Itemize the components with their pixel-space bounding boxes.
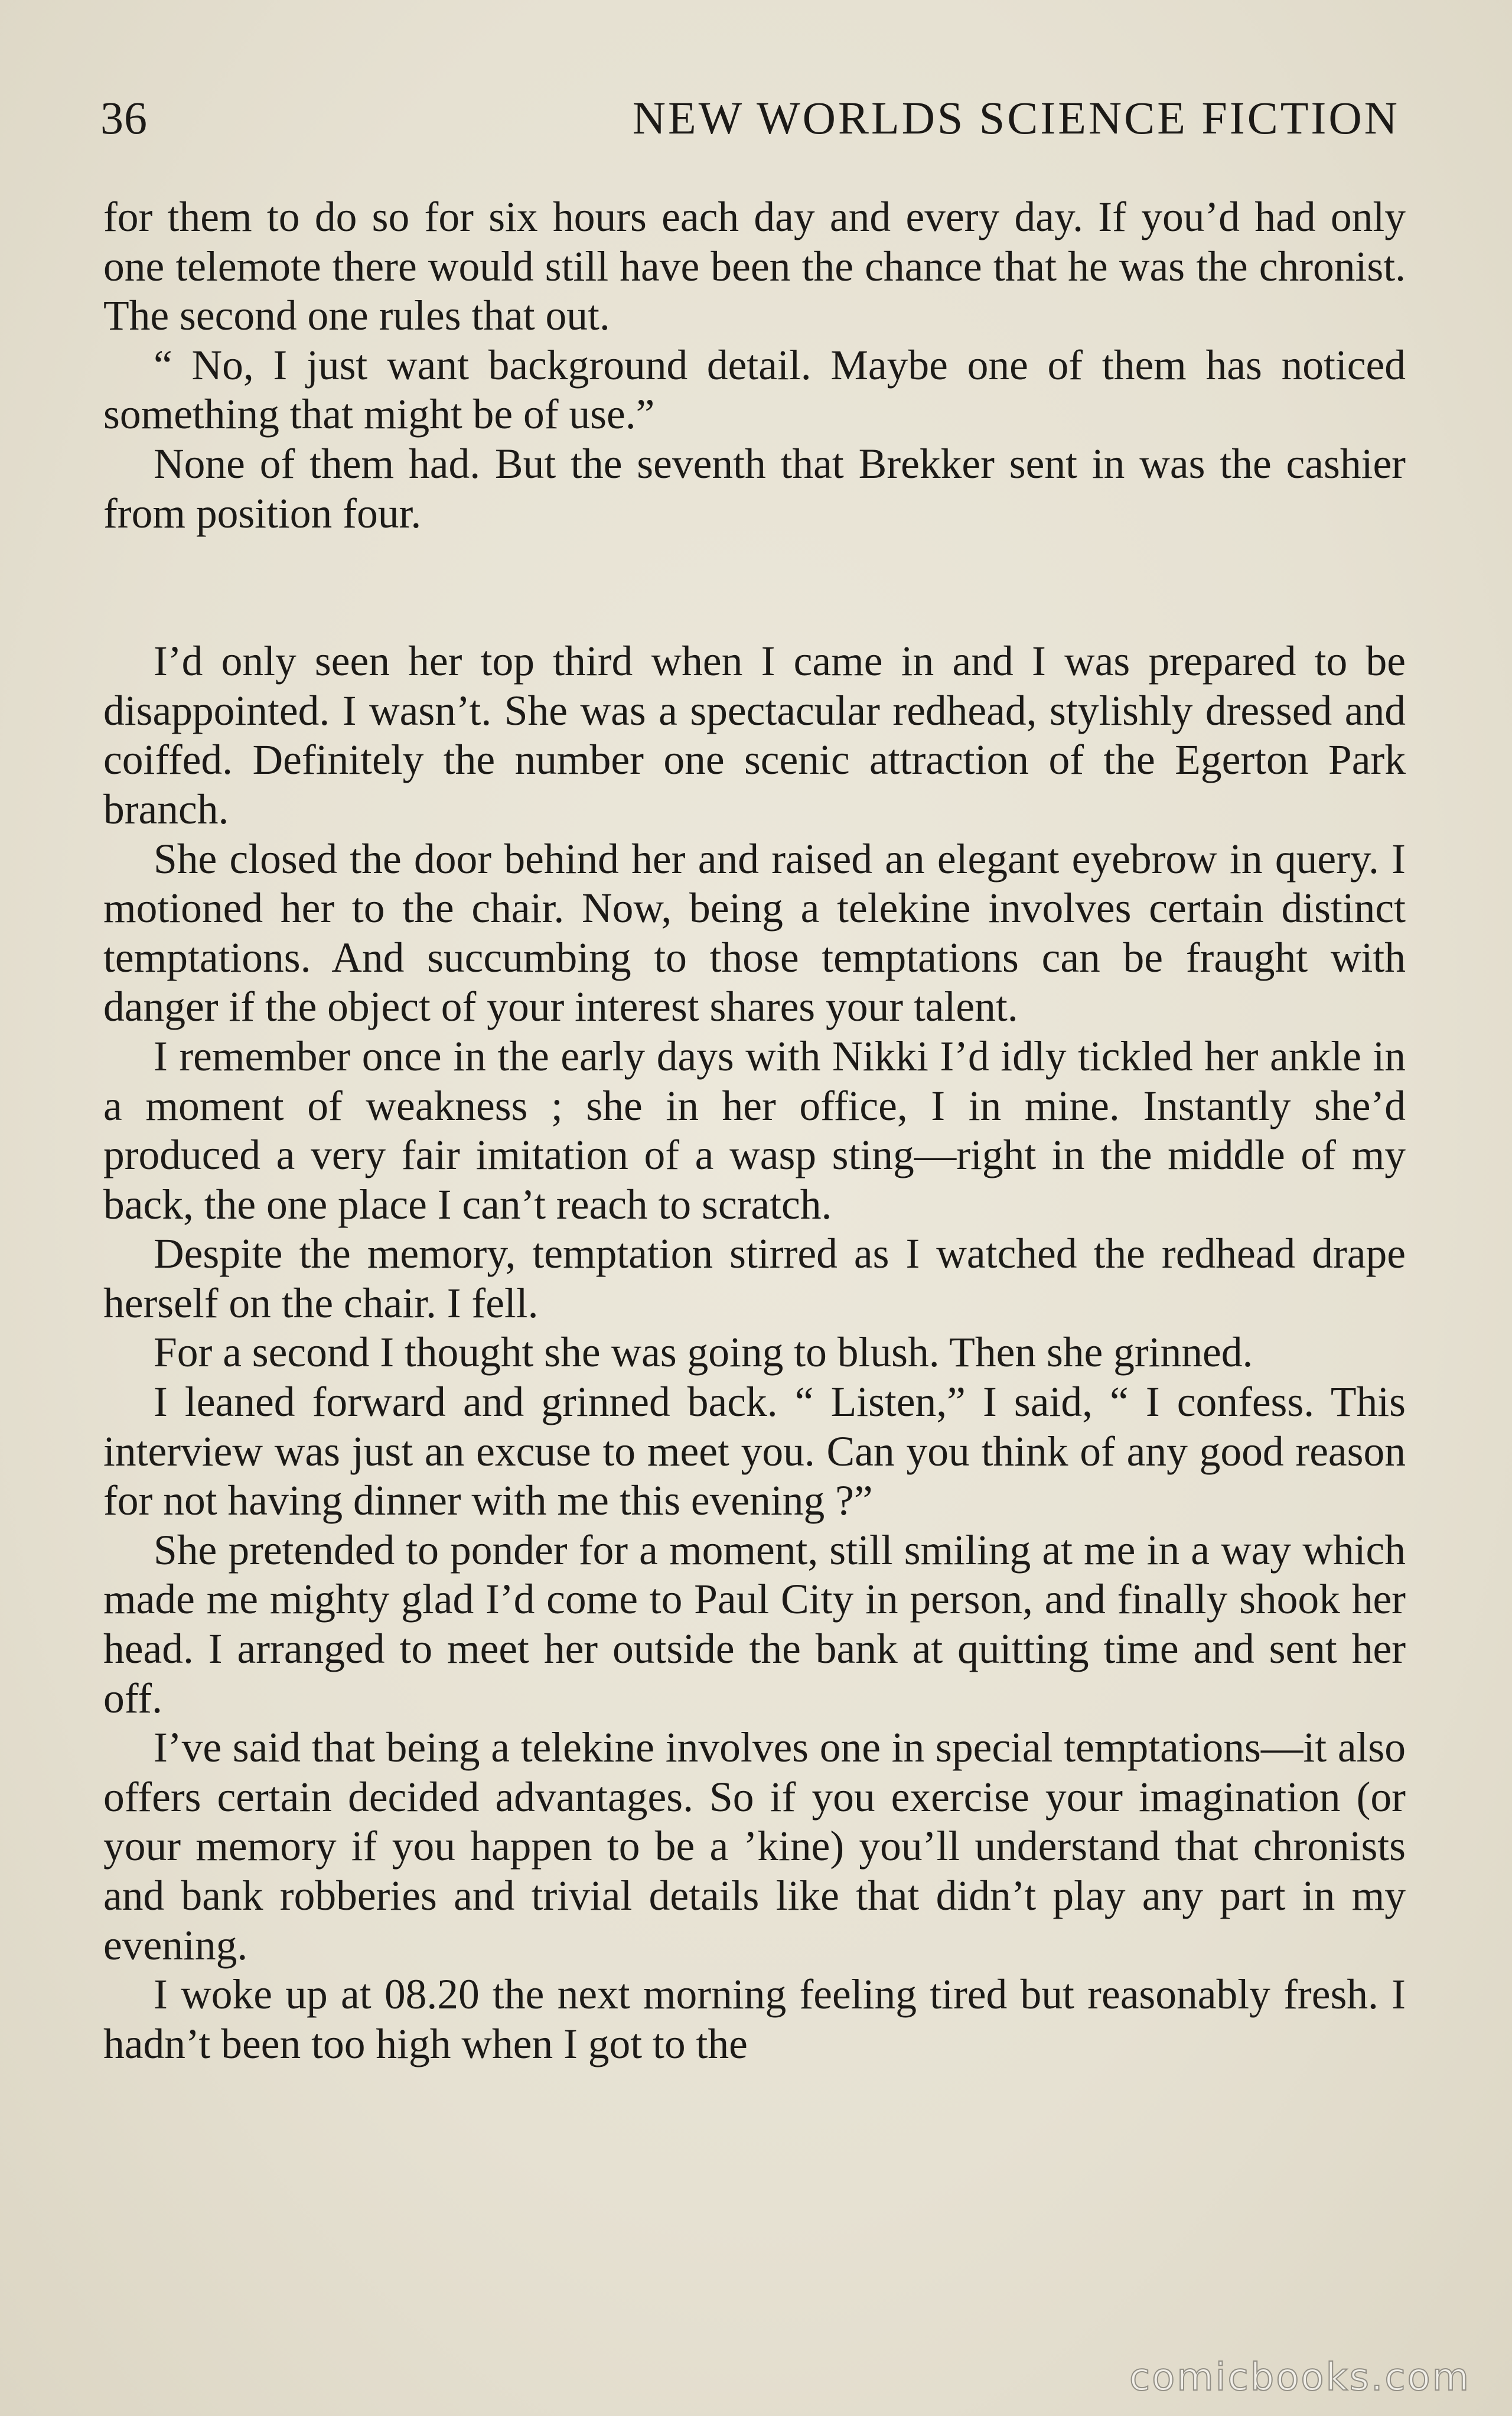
paragraph: I woke up at 08.20 the next morning feeling tired but reasonably fresh. I hadn’t been too high when I got to the <box>103 1971 1406 2067</box>
running-title: NEW WORLDS SCIENCE FICTION <box>632 92 1400 144</box>
watermark: comicbooks.com <box>1129 2356 1471 2399</box>
paragraph: I’ve said that being a telekine involves one in special temptations—it also offers certain decided advantages. So if you exercise your imagination (or your memory if you happen to be a ’kine) you’ll understand that chronists and bank robberies and trivial details like that didn’t play any part in my evening. <box>103 1724 1406 1969</box>
paragraph: She closed the door behind her and raised an elegant eyebrow in query. I motioned her to the chair. Now, being a telekine involves certain distinct temptations. And succumbing to those temptations can be fraught with danger if the object of your interest shares your talent. <box>103 835 1406 1031</box>
paragraph: for them to do so for six hours each day and every day. If you’d had only one telemote there would still have been the chance that he was the chronist. The second one rules that out. <box>103 194 1406 340</box>
paragraph: I leaned forward and grinned back. “ Listen,” I said, “ I confess. This interview was just an excuse to meet you. Can you think of any good reason for not having dinner with me this evening ?” <box>103 1379 1406 1525</box>
paragraph: Despite the memory, temptation stirred as I watched the redhead drape herself on the chair. I fell. <box>103 1230 1406 1327</box>
paragraph: She pretended to ponder for a moment, still smiling at me in a way which made me mighty glad I’d come to Paul City in person, and finally shook her head. I arranged to meet her outside the bank at quitting time and sent her off. <box>103 1526 1406 1722</box>
paragraph: None of them had. But the seventh that Brekker sent in was the cashier from position four. <box>103 440 1406 537</box>
body-text <box>103 193 1406 2069</box>
paragraph: I remember once in the early days with Nikki I’d idly tickled her ankle in a moment of weakness ; she in her office, I in mine. Instantly she’d produced a very fair imitation of a wasp sting—right in the middle of my back, the one place I can’t reach to scratch. <box>103 1033 1406 1228</box>
page-number: 36 <box>100 92 148 144</box>
section-break <box>103 538 1406 637</box>
paragraph: For a second I thought she was going to blush. Then she grinned. <box>154 1329 1253 1376</box>
page-header <box>100 89 1400 148</box>
paragraph: I’d only seen her top third when I came in and I was prepared to be disappointed. I wasn’t. She was a spectacular redhead, stylishly dressed and coiffed. Definitely the number one scenic attraction of the Egerton Park branch. <box>103 638 1406 833</box>
paragraph: “ No, I just want background detail. Maybe one of them has noticed something that might be of use.” <box>103 341 1406 438</box>
